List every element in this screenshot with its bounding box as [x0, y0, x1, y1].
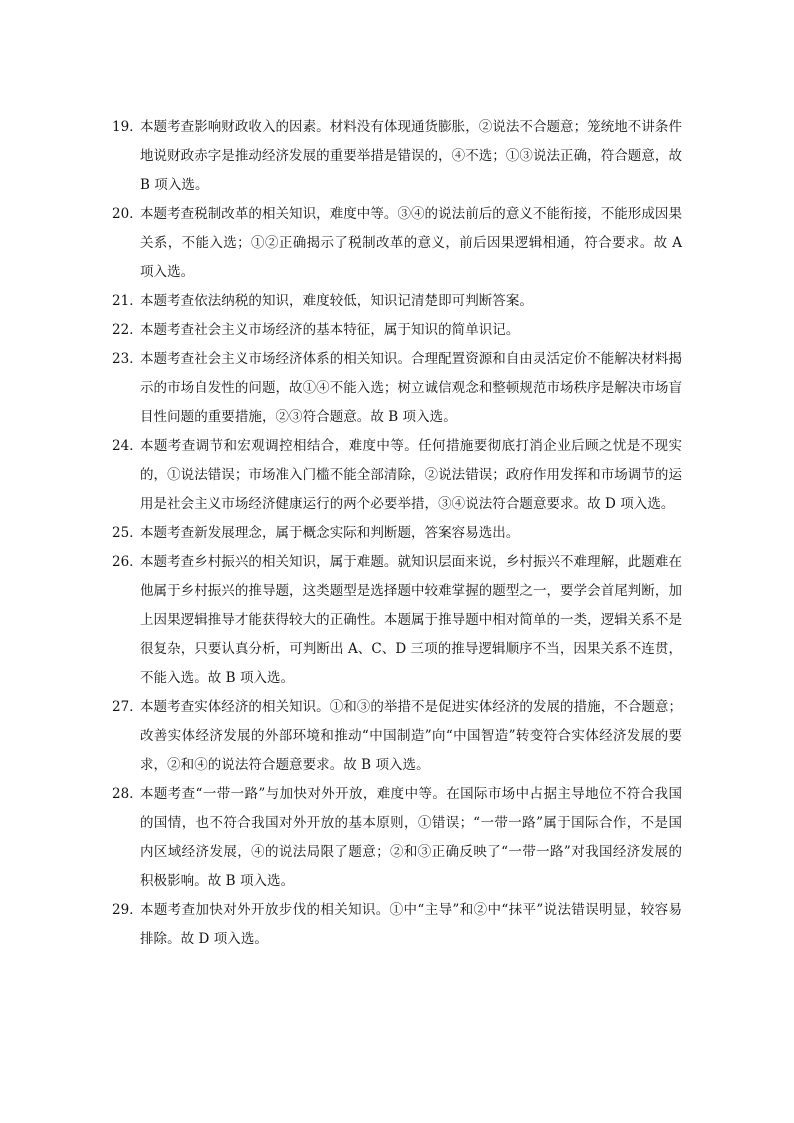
answer-item-20 — [112, 200, 682, 287]
answer-explanation: 本题考查新发展理念，属于概念实际和判断题，答案容易选出。 — [140, 525, 520, 541]
answer-item-27 — [112, 693, 682, 780]
answer-number: 24． — [112, 438, 143, 454]
answer-number: 29． — [112, 902, 143, 918]
answer-number: 28． — [112, 786, 143, 802]
answer-explanation: 本题考查依法纳税的知识，难度较低，知识记清楚即可判断答案。 — [140, 293, 533, 309]
answer-number: 26． — [112, 554, 143, 570]
answer-item-19 — [112, 113, 682, 200]
answer-item-21 — [112, 287, 682, 316]
answer-number: 22． — [112, 322, 143, 338]
answer-explanation: 本题考查调节和宏观调控相结合，难度中等。任何措施要彻底打消企业后顾之忧是不现实的，①说法错误；市场准入门槛不能全部清除，②说法错误；政府作用发挥和市场调节的运用是社会主义市场经济健康运行的两个必要举措，③④说法符合题意要求。故 D 项入选。 — [140, 438, 682, 512]
answer-number: 20． — [112, 206, 143, 222]
answer-explanation: 本题考查加快对外开放步伐的相关知识。①中“主导”和②中“抹平”说法错误明显，较容易排除。故 D 项入选。 — [140, 902, 682, 947]
answer-number: 25． — [112, 525, 143, 541]
answer-number: 23． — [112, 351, 143, 367]
answer-explanation: 本题考查影响财政收入的因素。材料没有体现通货膨胀，②说法不合题意；笼统地不讲条件地说财政赤字是推动经济发展的重要举措是错误的，④不选；①③说法正确，符合题意，故 B 项入选。 — [140, 119, 682, 193]
answer-number: 21． — [112, 293, 143, 309]
answer-explanation: 本题考查乡村振兴的相关知识，属于难题。就知识层面来说，乡村振兴不难理解，此题难在他属于乡村振兴的推导题，这类题型是选择题中较难掌握的题型之一，要学会首尾判断，加上因果逻辑推导才能获得较大的正确性。本题属于推导题中相对简单的一类，逻辑关系不是很复杂，只要认真分析，可判断出 A、C、D 三项的推导逻辑顺序不当，因果关系不连贯，不能入选。故 B 项入选。 — [140, 554, 682, 686]
answer-item-25 — [112, 519, 682, 548]
answer-number: 19． — [112, 119, 143, 135]
answer-item-26 — [112, 548, 682, 693]
answer-item-28 — [112, 780, 682, 896]
answer-explanation: 本题考查“一带一路”与加快对外开放，难度中等。在国际市场中占据主导地位不符合我国的国情，也不符合我国对外开放的基本原则，①错误；“一带一路”属于国际合作，不是国内区域经济发展，④的说法局限了题意；②和③正确反映了“一带一路”对我国经济发展的积极影响。故 B 项入选。 — [140, 786, 682, 889]
answer-item-29 — [112, 896, 682, 954]
answer-explanation: 本题考查税制改革的相关知识，难度中等。③④的说法前后的意义不能衔接，不能形成因果关系，不能入选；①②正确揭示了税制改革的意义，前后因果逻辑相通，符合要求。故 A 项入选。 — [140, 206, 682, 280]
answer-item-23 — [112, 345, 682, 432]
answer-explanation: 本题考查实体经济的相关知识。①和③的举措不是促进实体经济的发展的措施，不合题意；改善实体经济发展的外部环境和推动“中国制造”向“中国智造”转变符合实体经济发展的要求，②和④的说法符合题意要求。故 B 项入选。 — [140, 699, 682, 773]
answer-number: 27． — [112, 699, 143, 715]
answer-explanation-list — [112, 113, 682, 954]
answer-explanation: 本题考查社会主义市场经济的基本特征，属于知识的简单识记。 — [140, 322, 520, 338]
answer-explanation: 本题考查社会主义市场经济体系的相关知识。合理配置资源和自由灵活定价不能解决材料揭示的市场自发性的问题，故①④不能入选；树立诚信观念和整顿规范市场秩序是解决市场盲目性问题的重要措施，②③符合题意。故 B 项入选。 — [140, 351, 682, 425]
answer-item-24 — [112, 432, 682, 519]
answer-item-22 — [112, 316, 682, 345]
